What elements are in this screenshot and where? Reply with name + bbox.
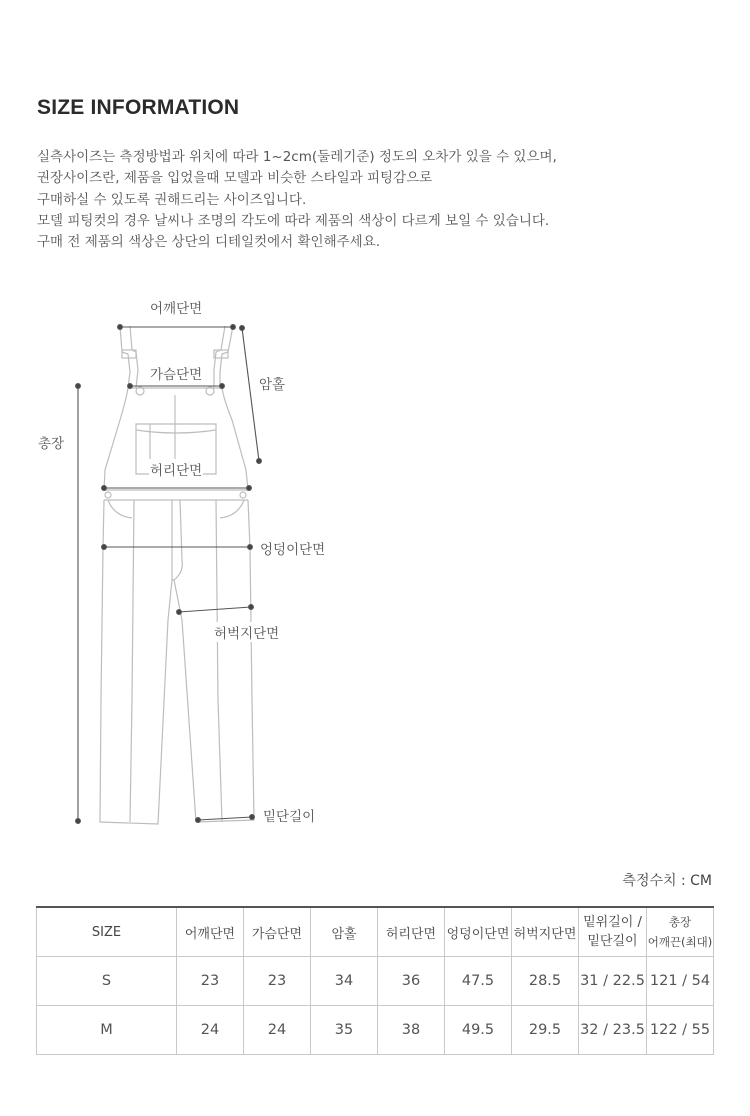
header-size: SIZE (37, 907, 177, 957)
overalls-illustration (0, 280, 750, 840)
table-row (37, 1006, 714, 1055)
header-hip: 엉덩이단면 (445, 907, 512, 957)
size-table (36, 906, 714, 1055)
waist-label: 허리단면 (149, 459, 203, 479)
unit-note: 측정수치 : CM (622, 873, 712, 889)
header-shoulder: 어깨단면 (177, 907, 244, 957)
measure-lines (76, 325, 262, 824)
cell-shoulder: 23 (177, 957, 244, 1006)
cell-length: 121 / 54 (647, 957, 714, 1006)
hip-label: 엉덩이단면 (259, 538, 326, 558)
cell-rise-hem: 32 / 23.5 (579, 1006, 647, 1055)
header-rise-hem (579, 907, 647, 957)
cell-waist: 36 (378, 957, 445, 1006)
header-waist: 허리단면 (378, 907, 445, 957)
page-title: SIZE INFORMATION (37, 96, 240, 119)
cell-size: M (37, 1006, 177, 1055)
cell-armhole: 34 (311, 957, 378, 1006)
notice-line: 실측사이즈는 측정방법과 위치에 따라 1~2cm(둘레기준) 정도의 오차가 있을 수 있으며, (37, 149, 557, 165)
cell-hip: 47.5 (445, 957, 512, 1006)
table-row (37, 957, 714, 1006)
armhole-label: 암홀 (258, 373, 286, 393)
total-length-label: 총장 (37, 432, 65, 452)
cell-length: 122 / 55 (647, 1006, 714, 1055)
cell-thigh: 28.5 (512, 957, 579, 1006)
header-length-line1: 총장 (668, 915, 692, 929)
table-header-row (37, 907, 714, 957)
hem-label: 밑단길이 (262, 805, 316, 825)
notice-line: 모델 피팅컷의 경우 날씨나 조명의 각도에 따라 제품의 색상이 다르게 보일 수 있습니다. (37, 212, 550, 229)
header-chest: 가슴단면 (244, 907, 311, 957)
cell-rise-hem: 31 / 22.5 (579, 957, 647, 1006)
cell-chest: 23 (244, 957, 311, 1006)
chest-label: 가슴단면 (149, 363, 203, 383)
header-armhole: 암홀 (311, 907, 378, 957)
header-thigh: 허벅지단면 (512, 907, 579, 957)
header-rise-line1: 밑위길이 / (583, 915, 642, 930)
notice-line: 구매 전 제품의 색상은 상단의 디테일컷에서 확인해주세요. (37, 234, 381, 251)
header-length (647, 907, 714, 957)
size-notice (37, 147, 717, 253)
cell-size: S (37, 957, 177, 1006)
overalls-measurement-diagram (0, 280, 750, 840)
shoulder-label: 어깨단면 (149, 297, 203, 317)
cell-armhole: 35 (311, 1006, 378, 1055)
overalls-outline (100, 326, 254, 824)
cell-shoulder: 24 (177, 1006, 244, 1055)
cell-hip: 49.5 (445, 1006, 512, 1055)
cell-waist: 38 (378, 1006, 445, 1055)
header-length-line2: 어깨끈(최대) (647, 935, 713, 949)
notice-line: 권장사이즈란, 제품을 입었을때 모델과 비슷한 스타일과 피팅감으로 (37, 170, 433, 187)
notice-line: 구매하실 수 있도록 권해드리는 사이즈입니다. (37, 191, 307, 208)
thigh-label: 허벅지단면 (213, 622, 280, 642)
cell-chest: 24 (244, 1006, 311, 1055)
cell-thigh: 29.5 (512, 1006, 579, 1055)
header-rise-line2: 밑단길이 (587, 934, 638, 949)
